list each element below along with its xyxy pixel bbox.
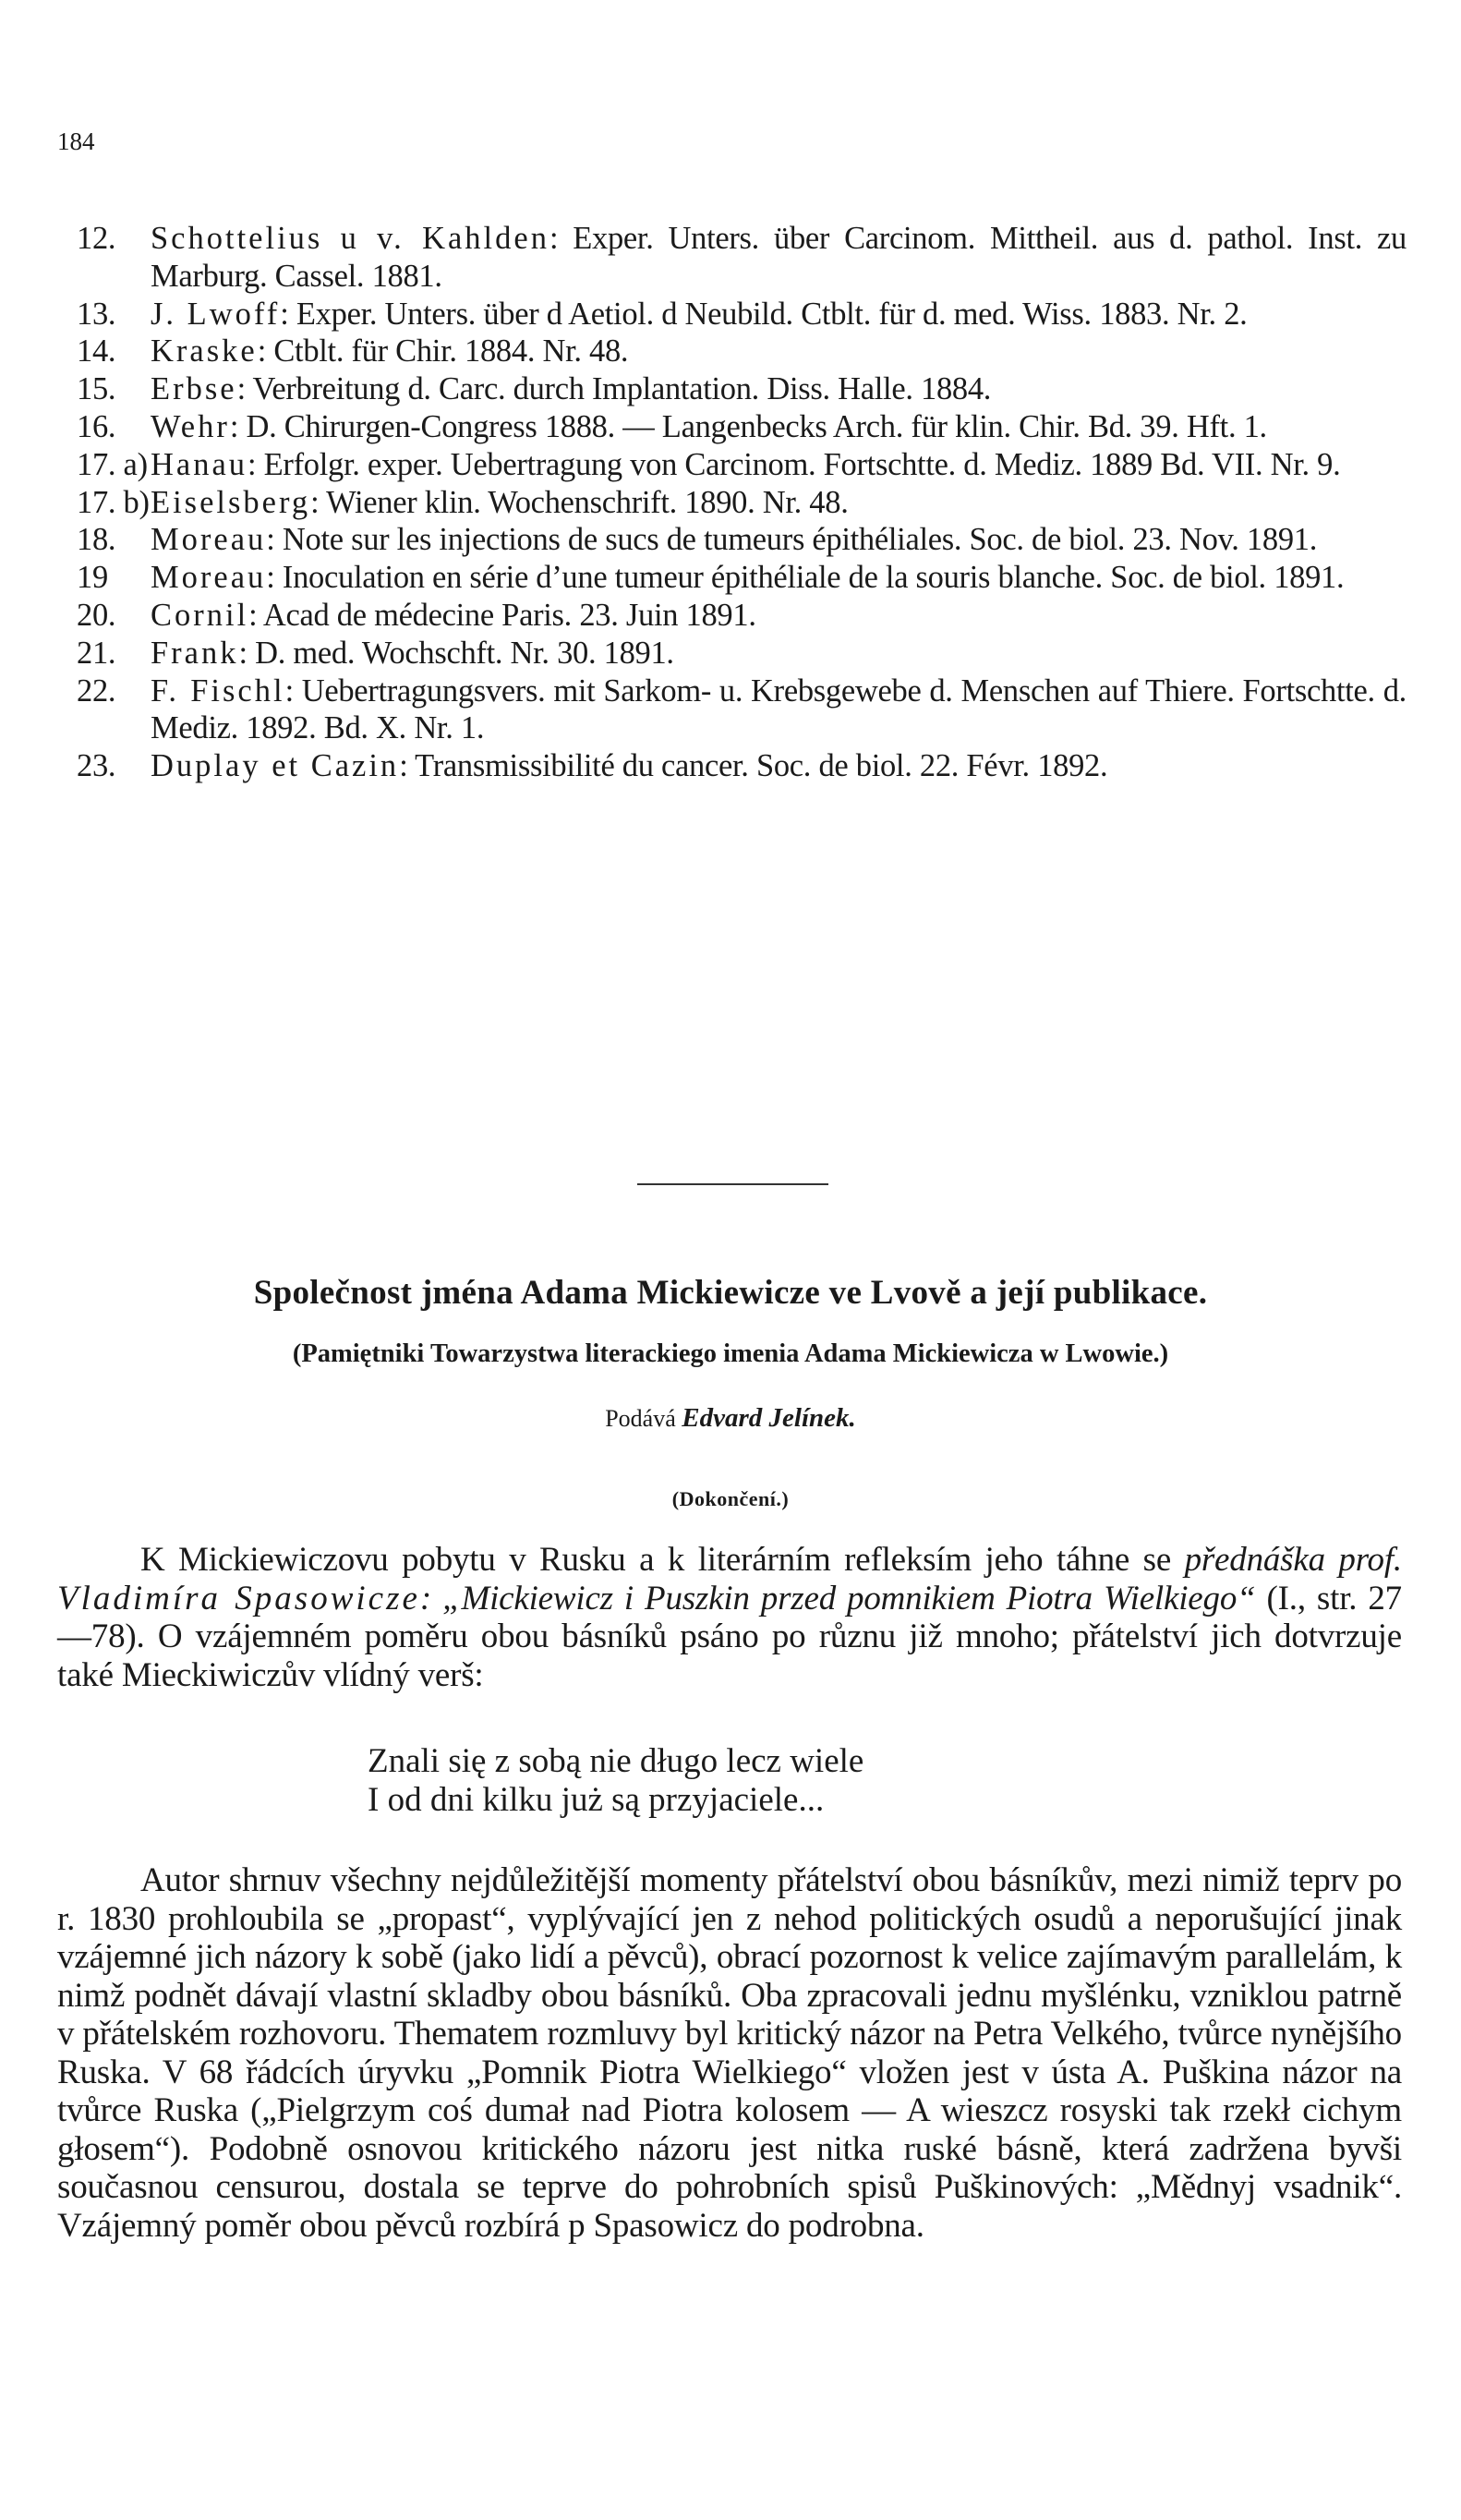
paragraph-text: K Mickiewiczovu pobytu v Rusku a k literárním refleksím jeho táhne se <box>140 1541 1185 1579</box>
reference-author: Cornil <box>151 597 249 633</box>
reference-number: 20. <box>77 597 116 633</box>
reference-text: : Ctblt. für Chir. 1884. Nr. 48. <box>257 333 629 370</box>
reference-author: Hanau <box>151 446 248 482</box>
reference-text: : Note sur les injections de sucs de tumeurs épithéliales. Soc. de biol. 23. Nov. 1891. <box>266 522 1318 558</box>
byline <box>0 1403 1461 1434</box>
reference-text: : D. Chirurgen-Congress 1888. — Langenbecks Arch. für klin. Chir. Bd. 39. Hft. 1. <box>229 408 1267 444</box>
reference-text: : Exper. Unters. über d Aetiol. d Neubild. Ctblt. für d. med. Wiss. 1883. Nr. 2. <box>280 296 1248 332</box>
reference-author: Frank <box>151 635 239 671</box>
byline-prefix: Podává <box>605 1405 676 1432</box>
reference-item <box>77 635 1407 672</box>
reference-number: 12. <box>77 221 116 256</box>
reference-author: Moreau <box>151 560 267 596</box>
reference-author: J. Lwoff <box>151 296 281 332</box>
reference-author: Eiselsberg <box>151 484 311 520</box>
continued-note: (Dokončení.) <box>671 1487 790 1510</box>
reference-author: F. Fischl <box>151 672 285 709</box>
reference-text: : Exper. Unters. über Carcinom. Mittheil. aus d. pathol. Inst. zu Marburg. Cassel. 1881. <box>151 221 1407 294</box>
reference-author: Kraske <box>151 333 258 370</box>
reference-list <box>77 220 1407 785</box>
reference-text: : Uebertragungsvers. mit Sarkom- u. Krebsgewebe d. Menschen auf Thiere. Fortschtte. d. Mediz. 1892. Bd. X. Nr. 1. <box>151 672 1407 746</box>
reference-author: Schottelius u v. Kahlden <box>151 221 549 256</box>
paragraph <box>57 1861 1402 2245</box>
poem-quote <box>368 1742 863 1819</box>
reference-item <box>77 220 1407 296</box>
reference-text: : Inoculation en série d’une tumeur épithéliale de la souris blanche. Soc. de biol. 1891. <box>266 560 1345 596</box>
reference-number: 23. <box>77 748 116 784</box>
reference-item <box>77 370 1407 408</box>
paragraph <box>57 1541 1402 1694</box>
reference-text: : Verbreitung d. Carc. durch Implantation. Diss. Halle. 1884. <box>236 371 992 407</box>
reference-text: : D. med. Wochschft. Nr. 30. 1891. <box>238 635 674 671</box>
reference-number: 13. <box>77 296 116 332</box>
reference-text: : Wiener klin. Wochenschrift. 1890. Nr. 48. <box>310 484 849 520</box>
paragraph-text: (I., str. 27—78). O vzájemném poměru obou básníků psáno po různu již mnoho; přátelství jich dotvrzuje také Mieckiwiczův vlídný verš: <box>57 1579 1402 1694</box>
reference-item <box>77 484 1407 522</box>
reference-text: : Erfolgr. exper. Uebertragung von Carcinom. Fortschtte. d. Mediz. 1889 Bd. VII. Nr. 9. <box>248 446 1341 482</box>
reference-item <box>77 333 1407 370</box>
reference-number: 14. <box>77 333 116 370</box>
reference-item <box>77 296 1407 333</box>
reference-author: Duplay et Cazin <box>151 748 400 784</box>
reference-number: 22. <box>77 672 116 709</box>
paragraph-text: Autor shrnuv všechny nejdůležitější momenty přátelství obou básníkův, mezi nimiž teprv po r. 1830 prohloubila se „propast“, vyplývající jen z nehod politických osudů a neporušující jinak vzájemné jich názory k sobě (jako lidí a pěvců), obrací pozornost k velice zajímavým parallelám, k nimž podnět dávají vlastní skladby obou básníků. Oba zpracovali jednu myšlénku, vzniklou patrně v přátelském rozhovoru. Thematem rozmluvy byl kritický názor na Petra Velkého, tvůrce nynějšího Ruska. V 68 řádcích úryvku „Pomnik Piotra Wielkiego“ vložen jest v ústa A. Puškina názor na tvůrce Ruska („Pielgrzym coś dumał nad Piotra kolosem — A wieszcz rosyski tak rzekł cichym głosem“). Podobně osnovou kritického názoru jest nitka ruské básně, která zadržena byvši současnou censurou, dostala se teprve do pohrobních spisů Puškinových: „Mědnyj vsadnik“. Vzájemný poměr obou pěvců rozbírá p Spasowicz do podrobna. <box>57 1861 1402 2245</box>
reference-item <box>77 521 1407 559</box>
article-subtitle: (Pamiętniki Towarzystwa literackiego imenia Adama Mickiewicza w Lwowie.) <box>292 1339 1169 1368</box>
reference-number: 18. <box>77 522 116 558</box>
article-author: Edvard Jelínek. <box>682 1403 856 1433</box>
reference-item <box>77 747 1407 785</box>
reference-number: 19 <box>77 560 108 596</box>
reference-text: : Transmissibilité du cancer. Soc. de biol. 22. Févr. 1892. <box>399 748 1108 784</box>
reference-item <box>77 559 1407 597</box>
reference-author: Wehr <box>151 408 230 444</box>
article-title: Společnost jména Adama Mickiewicze ve Lvově a její publikace. <box>253 1274 1208 1312</box>
reference-author: Erbse <box>151 371 237 407</box>
reference-author: Moreau <box>151 522 267 558</box>
reference-item <box>77 408 1407 446</box>
section-divider <box>637 1183 828 1185</box>
reference-number: 21. <box>77 635 116 671</box>
reference-text: : Acad de médecine Paris. 23. Juin 1891. <box>248 597 756 633</box>
lecturer-name: Vladimíra Spasowicze <box>57 1579 420 1617</box>
reference-item <box>77 446 1407 484</box>
reference-number: 17. a) <box>77 446 148 482</box>
reference-number: 17. b) <box>77 484 150 520</box>
reference-item <box>77 672 1407 748</box>
reference-number: 16. <box>77 408 116 444</box>
page-number: 184 <box>57 127 95 155</box>
poem-line: I od dni kilku już są przyjaciele... <box>368 1780 825 1819</box>
poem-line: Znali się z sobą nie długo lecz wiele <box>368 1742 864 1780</box>
reference-number: 15. <box>77 371 116 407</box>
reference-item <box>77 597 1407 635</box>
lecture-ref: přednáška prof. Vladimíra Spasowicze: „Mickiewicz i Puszkin przed pomnikiem Piotra Wielkiego“ <box>57 1541 1402 1617</box>
